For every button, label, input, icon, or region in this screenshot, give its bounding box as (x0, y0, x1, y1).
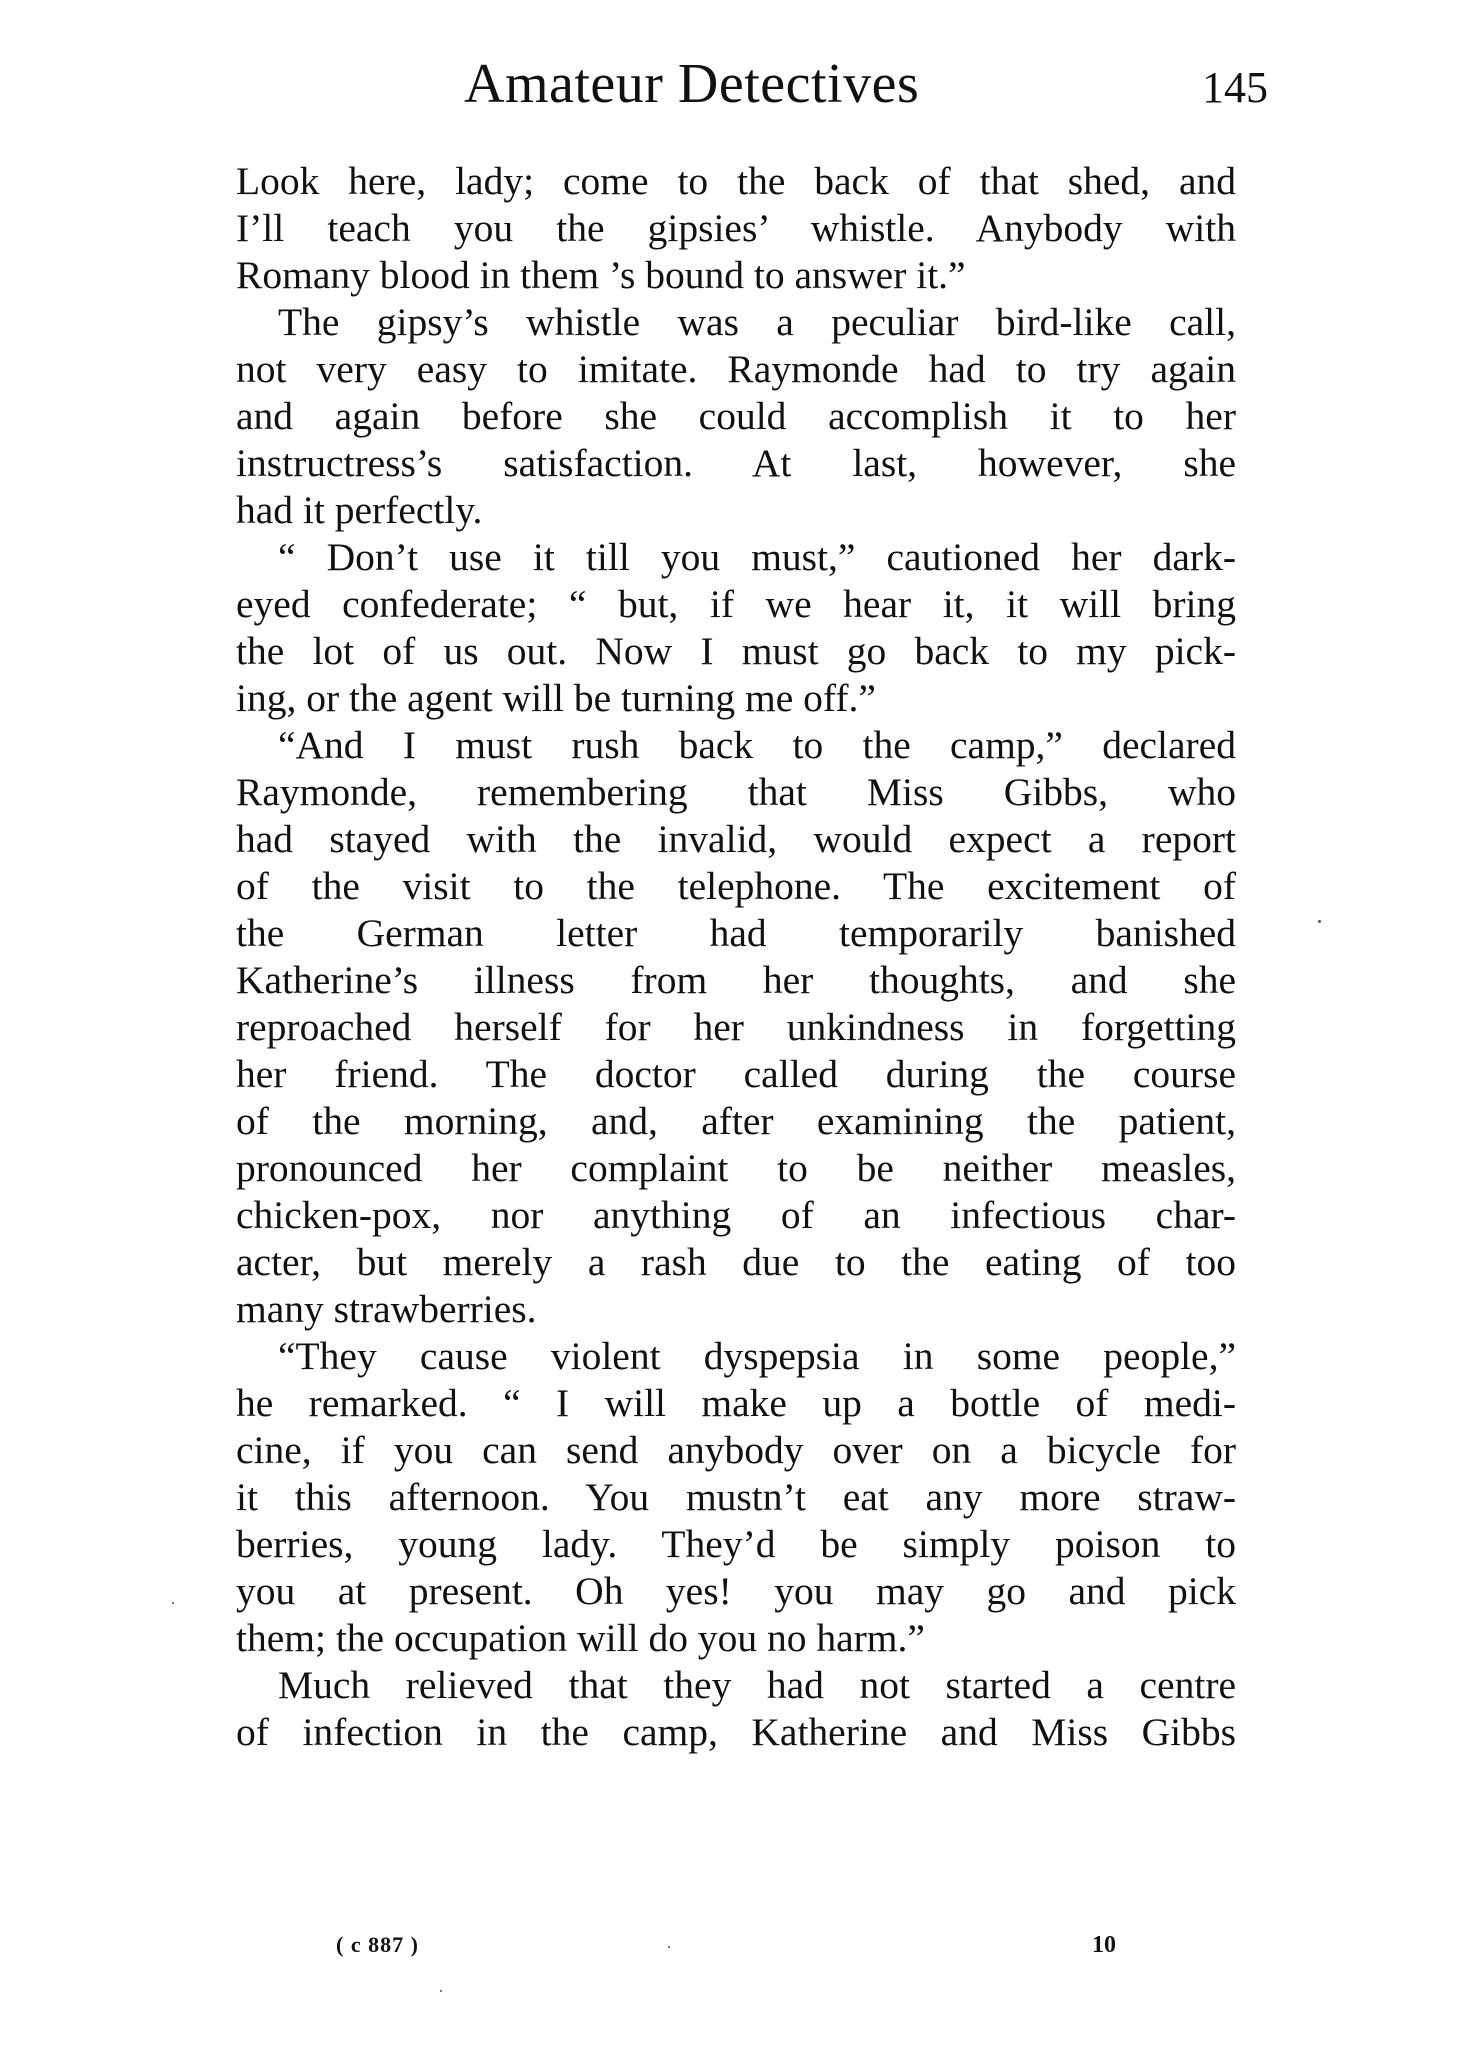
text-line: The gipsy’s whistle was a peculiar bird-like call, (278, 300, 1236, 344)
text-line: acter, but merely a rash due to the eating of too (236, 1240, 1236, 1284)
text-line: “ Don’t use it till you must,” cautioned her dark- (278, 535, 1236, 579)
running-title: Amateur Detectives (464, 53, 920, 115)
text-line: “And I must rush back to the camp,” declared (278, 723, 1236, 767)
text-line: the lot of us out. Now I must go back to my pick- (236, 629, 1236, 673)
text-line: her friend. The doctor called during the course (236, 1052, 1236, 1096)
sheet-number: 10 (1092, 1932, 1116, 1958)
text-line: reproached herself for her unkindness in forgetting (236, 1005, 1236, 1049)
print-speck (1318, 920, 1321, 923)
text-line: of the visit to the telephone. The excitement of (236, 864, 1236, 908)
text-line: them; the occupation will do you no harm.” (236, 1616, 925, 1660)
text-line: Katherine’s illness from her thoughts, and she (236, 958, 1236, 1002)
page-footer (236, 1932, 1236, 1972)
running-head (236, 52, 1268, 132)
text-line: of infection in the camp, Katherine and Miss Gibbs (236, 1710, 1236, 1754)
text-line: instructress’s satisfaction. At last, however, she (236, 441, 1236, 485)
text-line: had stayed with the invalid, would expect a report (236, 817, 1236, 861)
text-line: he remarked. “ I will make up a bottle of medi- (236, 1381, 1236, 1425)
text-line: had it perfectly. (236, 488, 483, 532)
text-line: the German letter had temporarily banished (236, 911, 1236, 955)
text-line: you at present. Oh yes! you may go and pick (236, 1569, 1236, 1613)
text-line: eyed confederate; “ but, if we hear it, it will bring (236, 582, 1236, 626)
text-line: Raymonde, remembering that Miss Gibbs, who (236, 770, 1236, 814)
text-line: of the morning, and, after examining the patient, (236, 1099, 1236, 1143)
body-text (236, 158, 1236, 1756)
print-speck (668, 1946, 670, 1948)
text-line: Look here, lady; come to the back of that shed, and (236, 159, 1236, 203)
text-line: ing, or the agent will be turning me off.” (236, 676, 876, 720)
text-line: not very easy to imitate. Raymonde had to try again (236, 347, 1236, 391)
text-line: cine, if you can send anybody over on a bicycle for (236, 1428, 1236, 1472)
text-line: chicken-pox, nor anything of an infectious char- (236, 1193, 1236, 1237)
text-line: I’ll teach you the gipsies’ whistle. Anybody with (236, 206, 1236, 250)
text-line: and again before she could accomplish it to her (236, 394, 1236, 438)
text-line: many strawberries. (236, 1287, 537, 1331)
text-line: berries, young lady. They’d be simply poison to (236, 1522, 1236, 1566)
print-speck (172, 1602, 174, 1604)
text-line: “They cause violent dyspepsia in some people,” (278, 1334, 1236, 1378)
text-line: Romany blood in them ’s bound to answer it.” (236, 253, 966, 297)
text-line: Much relieved that they had not started a centre (278, 1663, 1236, 1707)
text-line: it this afternoon. You mustn’t eat any more straw- (236, 1475, 1236, 1519)
printer-signature: ( c 887 ) (336, 1932, 419, 1957)
page-number: 145 (1202, 63, 1268, 112)
print-speck (440, 1990, 442, 1992)
text-line: pronounced her complaint to be neither measles, (236, 1146, 1236, 1190)
